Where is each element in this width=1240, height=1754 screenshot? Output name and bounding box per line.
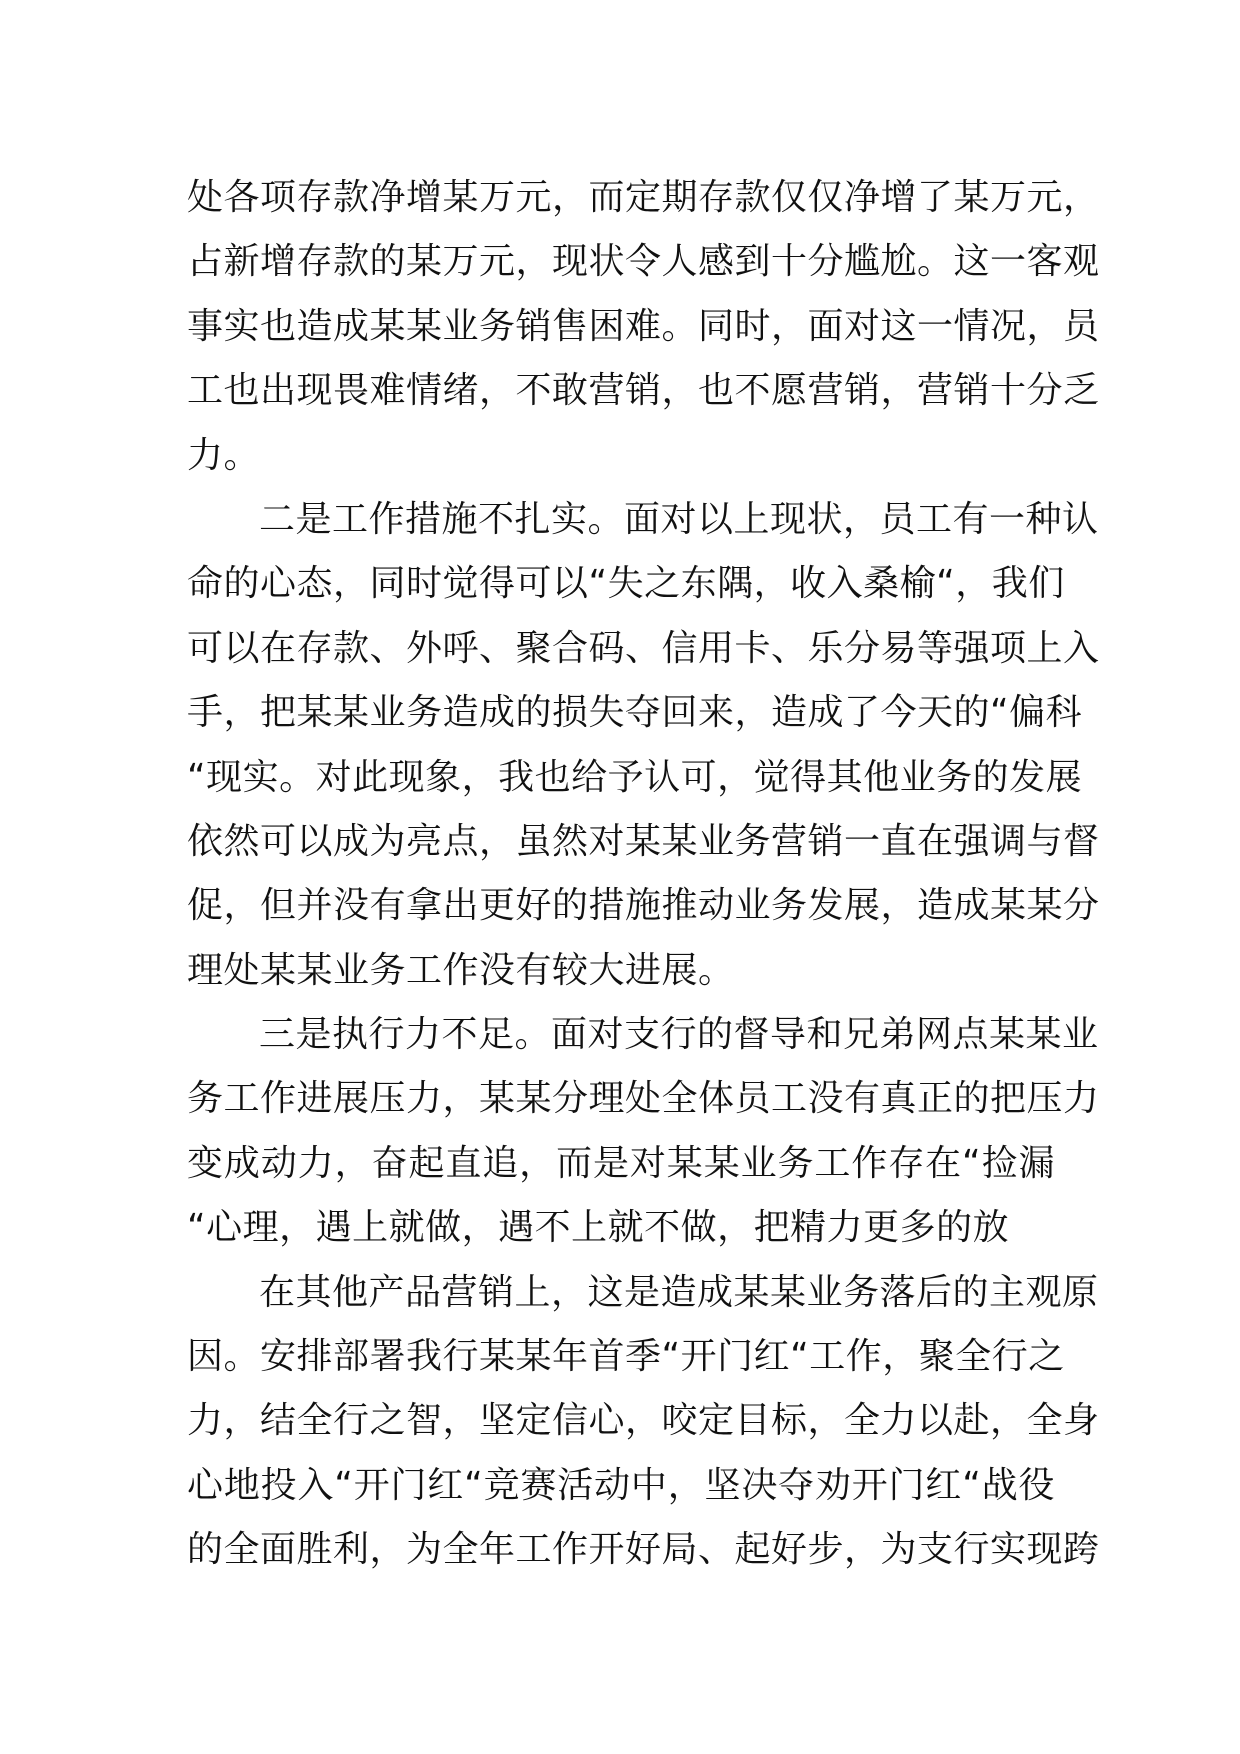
text-line: 力，结全行之智，坚定信心，咬定目标，全力以赴，全身 — [187, 1400, 1100, 1442]
paragraph-first-line: 二是工作措施不扎实。面对以上现状，员工有一种认 — [259, 498, 1099, 540]
text-line: 依然可以成为亮点，虽然对某某业务营销一直在强调与督 — [187, 820, 1100, 862]
text-line: 事实也造成某某业务销售困难。同时，面对这一情况，员 — [187, 305, 1100, 347]
text-line: 因。安排部署我行某某年首季“开门红“工作，聚全行之 — [187, 1336, 1065, 1378]
text-line: 处各项存款净增某万元，而定期存款仅仅净增了某万元， — [187, 177, 1100, 218]
text-line: 心地投入“开门红“竞赛活动中，坚决夺劝开门红“战役 — [187, 1464, 1055, 1506]
text-line: 占新增存款的某万元，现状令人感到十分尴尬。这一客观 — [187, 241, 1100, 283]
text-line: “现实。对此现象，我也给予认可，觉得其他业务的发展 — [187, 756, 1083, 798]
text-line: 理处某某业务工作没有较大进展。 — [187, 949, 735, 991]
text-line: “心理，遇上就做，遇不上就不做，把精力更多的放 — [187, 1207, 1010, 1249]
text-line: 促，但并没有拿出更好的措施推动业务发展，造成某某分 — [187, 885, 1100, 927]
document-body — [187, 166, 1100, 1583]
paragraph-first-line: 在其他产品营销上，这是造成某某业务落后的主观原 — [259, 1271, 1099, 1313]
text-line: 手，把某某业务造成的损失夺回来，造成了今天的“偏科 — [187, 692, 1083, 734]
paragraph-first-line: 三是执行力不足。面对支行的督导和兄弟网点某某业 — [259, 1014, 1099, 1056]
text-line: 工也出现畏难情绪，不敢营销，也不愿营销，营销十分乏 — [187, 370, 1100, 412]
text-line: 可以在存款、外呼、聚合码、信用卡、乐分易等强项上入 — [187, 627, 1100, 669]
text-line: 变成动力，奋起直追，而是对某某业务工作存在“捡漏 — [187, 1142, 1055, 1184]
text-line: 力。 — [187, 434, 261, 476]
text-line: 的全面胜利，为全年工作开好局、起好步，为支行实现跨 — [187, 1529, 1100, 1571]
text-line: 命的心态，同时觉得可以“失之东隅，收入桑榆“，我们 — [187, 563, 1065, 605]
text-line: 务工作进展压力，某某分理处全体员工没有真正的把压力 — [187, 1078, 1100, 1120]
